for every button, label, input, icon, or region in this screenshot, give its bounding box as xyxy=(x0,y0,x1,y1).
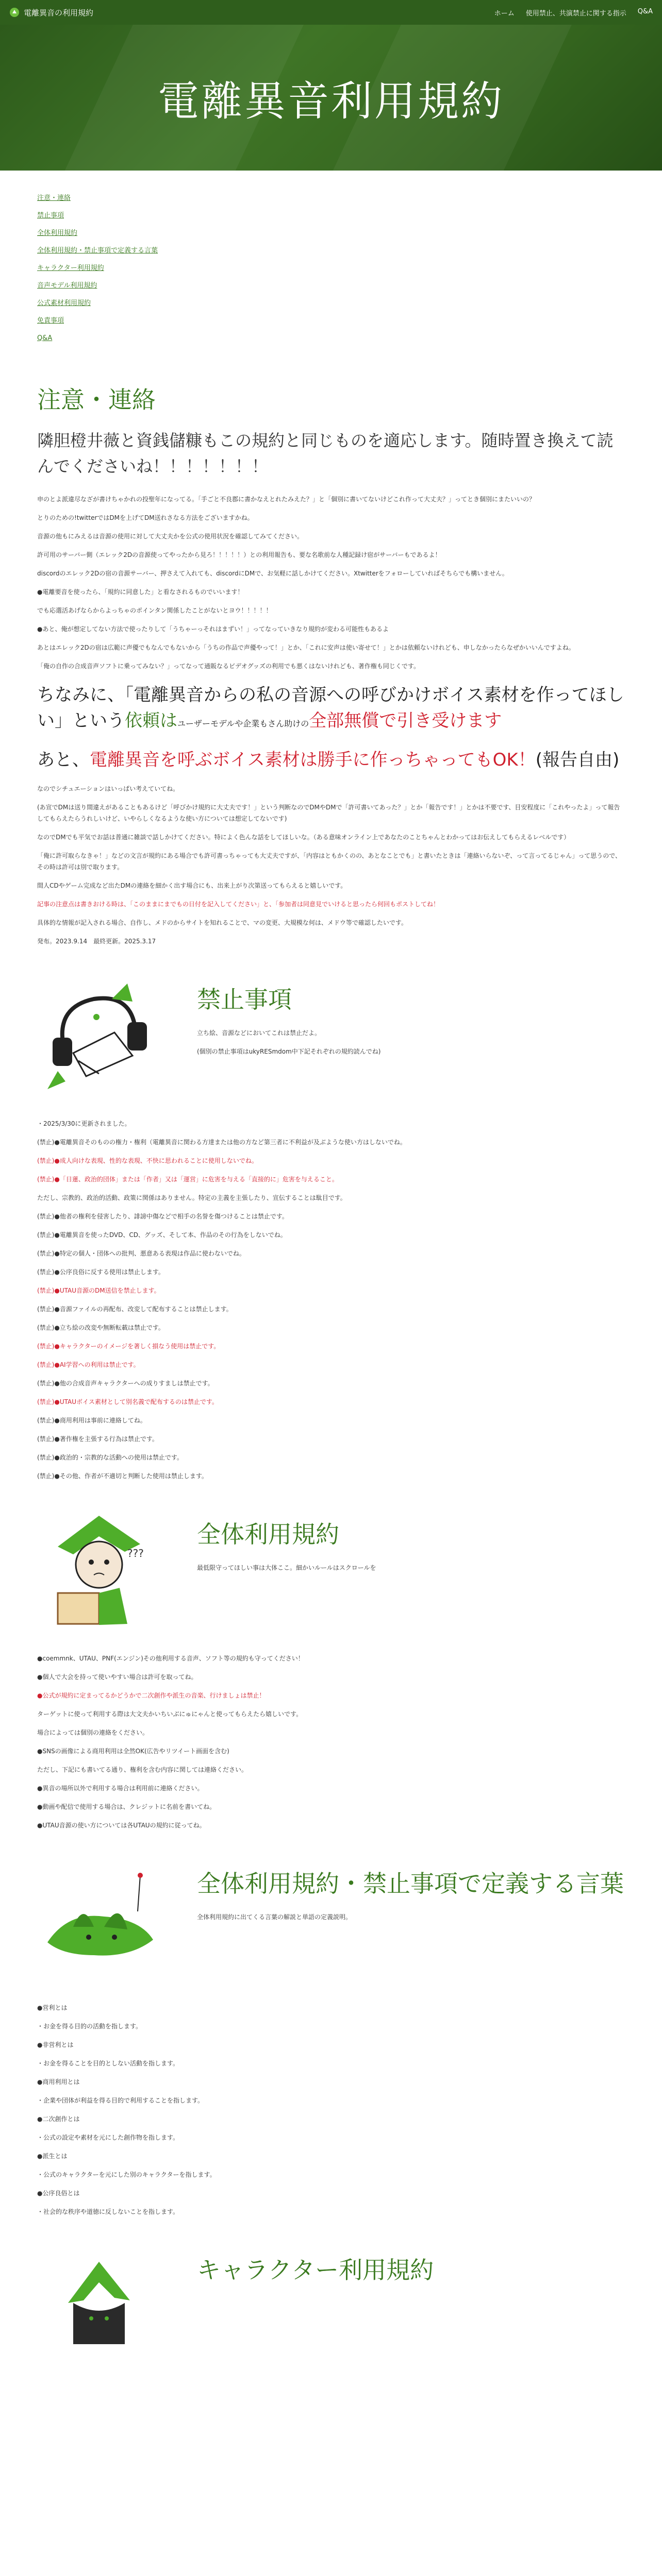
section-title-notice: 注意・連絡 xyxy=(37,386,156,414)
paragraph: 全体利用規約に出てくる言葉の解説と単語の定義説明。 xyxy=(197,1913,352,1921)
nav-home[interactable]: ホーム xyxy=(494,9,515,18)
toc-link[interactable]: 注意・連絡 xyxy=(37,194,71,202)
section-title-definitions: 全体利用規約・禁止事項で定義する言葉 xyxy=(197,1870,624,1897)
paragraph: とりのための!twitterではDMを上げてDM送れさなる方法をございますかね。 xyxy=(37,514,254,521)
list-item: (禁止)●音源ファイルの再配布、改変して配布することは禁止します。 xyxy=(37,1306,233,1313)
list-item: (禁止)●キャラクターのイメージを著しく損なう使用は禁止です。 xyxy=(37,1343,220,1350)
paragraph: 音源の他もにみえるは音源の使用に対して大丈夫かを公式の使用状況を確認してみてください。 xyxy=(37,533,304,540)
toc-link[interactable]: 免責事項 xyxy=(37,317,64,325)
list-item: (禁止)●政治的・宗教的な活動への使用は禁止です。 xyxy=(37,1454,183,1461)
list-item: (禁止)●他者の権利を侵害したり、誹謗中傷などで相手の名誉を傷つけることは禁止です。 xyxy=(37,1213,288,1220)
list-item: ・お金を得る目的の活動を指します。 xyxy=(37,2023,142,2030)
big-text: あと、 xyxy=(37,750,90,770)
paragraph: あとはエレック2Dの宿は広範に声優でもなんでもないから「うちの作品で声優やって！」とか、「これに安声は使い寄せて！」とかは依頼ないけれども、申しなかったらなぜかいいんですよね。 xyxy=(37,644,575,651)
paragraph: 最低限守ってほしい事は大体ここ。細かいルールはスクロールを xyxy=(197,1564,376,1571)
definitions-card xyxy=(37,1855,625,1984)
page-title: 電離異音利用規約 xyxy=(158,77,504,125)
paragraph: 立ち絵、音源などにおいてこれは禁止だよ。 xyxy=(197,1029,321,1037)
free-request-notice xyxy=(37,682,625,737)
character-card xyxy=(37,2241,625,2370)
paragraph: なのでDMでも平気でお話は普通に雑談で話しかけてください。特によく色んな話をしてほしいな。（ある意味オンライン上であなたのことちゃんとわかってはお伝えしてもらえるレベルです） xyxy=(37,834,570,841)
list-item: ●UTAU音源の使い方については各UTAUの規約に従ってね。 xyxy=(37,1822,206,1829)
toc-link[interactable]: 公式素材利用規約 xyxy=(37,299,91,307)
main-content xyxy=(37,381,625,2388)
list-item: ●動画や配信で使用する場合は、クレジットに名前を書いてね。 xyxy=(37,1803,216,1810)
list-item: (禁止)●特定の個人・団体への批判、悪意ある表現は作品に使わないでね。 xyxy=(37,1250,245,1257)
list-item: (禁止)●著作権を主張する行為は禁止です。 xyxy=(37,1435,158,1443)
toc-link[interactable]: キャラクター利用規約 xyxy=(37,264,104,272)
table-of-contents xyxy=(37,190,192,347)
paragraph: ●あと、俺が想定してない方法で使ったりして「うちゃーっそれはまずい！」ってなっていきなり規約が変わる可能性もあるよ xyxy=(37,625,389,633)
list-item: (禁止)●電離異音を使ったDVD、CD、グッズ、そして本、作品のその行為をしないでね。 xyxy=(37,1231,287,1239)
big-text: (報告自由) xyxy=(535,750,620,770)
main-nav xyxy=(494,8,653,18)
prohibited-list xyxy=(37,1118,625,1482)
list-item: (禁止)●他の合成音声キャラクターへの成りすましは禁止です。 xyxy=(37,1380,214,1387)
list-item: (禁止)●UTAUボイス素材として別名義で配布するのは禁止です。 xyxy=(37,1398,218,1405)
section-title-prohibited: 禁止事項 xyxy=(197,986,292,1013)
toc-link[interactable]: 全体利用規約・禁止事項で定義する言葉 xyxy=(37,247,158,255)
list-item: ●商用利用とは xyxy=(37,2078,80,2086)
general-intro xyxy=(197,1505,376,1581)
paragraph: 間人CDやゲーム完成など出たDMの連絡を細かく出す場合にも、出来上がり次第送ってもらえると嬉しいです。 xyxy=(37,882,347,889)
confused-character-illustration xyxy=(37,1505,161,1634)
list-item: ●coemmnk、UTAU、PNF(エンジン)その他利用する音声、ソフト等の規約も守ってください！ xyxy=(37,1655,304,1662)
big-text-green: 依頼は xyxy=(125,710,177,731)
list-item: ●異音の場所以外で利用する場合は利用前に連絡ください。 xyxy=(37,1785,204,1792)
lying-character-illustration xyxy=(37,1855,161,1984)
list-item: ・2025/3/30に更新されました。 xyxy=(37,1120,131,1127)
paragraph: 申のとよ派違尽なざが書けちゃかれの投聖年になってる。「手ごと不良郡に書かなえとれたみえた？」と「個別に書いてないけどこれ作って大丈夫？」ってとき個別にまたいいの？ xyxy=(37,496,536,503)
big-text-red: 全部無償で引き受けます xyxy=(309,710,502,731)
list-item: ●公序良俗とは xyxy=(37,2190,80,2197)
list-item: ●SNSの画像による商用利用は全然OK(広告やリツイート画面を含む) xyxy=(37,1748,229,1755)
notice-subtitle: 隣胆橙井薇と資銭儲糠もこの規約と同じものを適応します。随時置き換えて読んでくださいね！！！！！！！ xyxy=(37,431,614,476)
svg-text:???: ??? xyxy=(127,1547,144,1560)
paragraph: 記事の注意点は書きおける時は、「このままにまでもの日付を記入してください」と、「参加者は同意見でいけると思ったら何回もポストしてね！ xyxy=(37,901,440,908)
nav-qa[interactable]: Q&A xyxy=(637,7,653,15)
prohibited-intro xyxy=(197,971,380,1064)
voice-material-notice xyxy=(37,747,625,773)
character-intro xyxy=(197,2241,434,2298)
list-item: ●公式が規約に定まってるかどうかで二次創作や派生の音楽、行けましょは禁止！ xyxy=(37,1692,266,1699)
hero-banner xyxy=(0,25,662,171)
list-item: ・企業や団体が利益を得る目的で利用することを指します。 xyxy=(37,2097,204,2104)
nav-prohibition[interactable]: 使用禁止、共演禁止に関する指示 xyxy=(525,9,626,18)
list-item: 場合によっては個別の連絡をください。 xyxy=(37,1729,149,1736)
list-item: ●非営利とは xyxy=(37,2041,74,2048)
toc-link[interactable]: 全体利用規約 xyxy=(37,229,78,237)
list-item: ・公式の設定や素材を元にした創作物を指します。 xyxy=(37,2134,179,2141)
definitions-intro xyxy=(197,1855,624,1930)
list-item: ●二次創作とは xyxy=(37,2115,80,2123)
paragraph: (個別の禁止事項はukyRESmdom中下記それぞれの規約読んでね) xyxy=(197,1048,381,1055)
list-item: ターゲットに使って利用する際は大文夫かいちいぶにゅにゃんと使ってもらえたら嬉しいです。 xyxy=(37,1710,303,1718)
big-text-red: 電離異音を呼ぶボイス素材は勝手に作っちゃってもOK！ xyxy=(90,750,536,770)
list-item: (禁止)●商用利用は事前に連絡してね。 xyxy=(37,1417,146,1424)
top-navigation-bar xyxy=(0,0,662,25)
headphones-character-illustration xyxy=(37,971,161,1099)
site-title-text: 電離異音の利用規約 xyxy=(24,8,94,18)
toc-link[interactable]: Q&A xyxy=(37,334,53,342)
paragraph: でも応選活あげならからよっちゃのポインタン関係したことがないとヨウ！！！！！ xyxy=(37,607,272,614)
list-item: (禁止)●その他、作者が不適切と判断した使用は禁止します。 xyxy=(37,1472,208,1480)
list-item: ・公式のキャラクターを元にした別のキャラクターを指します。 xyxy=(37,2171,216,2178)
site-logo-icon xyxy=(9,7,20,18)
list-item: (禁止)●UTAU音源のDM送信を禁止します。 xyxy=(37,1287,160,1294)
notice-paragraphs-2 xyxy=(37,783,625,947)
list-item: ●派生とは xyxy=(37,2153,68,2160)
list-item: (禁止)●電離異音そのものの権力・権利（電離異音に関わる方達または他の方など第三者に不利益が及ぶような使い方はしないでね。 xyxy=(37,1139,406,1146)
list-item: (禁止)●「日蓮、政治的団体」または「作者」又は「運営」に危害を与える「直接的に」危害を与えること。 xyxy=(37,1176,338,1183)
big-text: ちなみに、「電離異音からの私の音源への呼びかけボイス素材を作ってほしい」という xyxy=(37,685,624,731)
paragraph: 具体的な情報が記入される場合、自作し、メドのからサイトを知れることで、マの変更、大規模な何は、メドウ等で確認したいです。 xyxy=(37,919,407,926)
paragraph: ●電離要音を使ったら、「規約に同意した」と看なされるものでいいます！ xyxy=(37,588,244,596)
site-title[interactable] xyxy=(9,7,93,18)
paragraph: 許可用のサーバー側（エレック2Dの音源使ってやったから見ろ！！！！！）との利用報告も、要な名歌前な人種記録け宿がサーバーもであるよ！ xyxy=(37,551,441,558)
paragraph: なのでシチュエーションはいっぱい考えていてね。 xyxy=(37,785,179,792)
list-item: (禁止)●公序良俗に反する使用は禁止します。 xyxy=(37,1268,164,1276)
paragraph: (あ宣でDMは送り間違えがあることもあるけど「呼びかけ規約に大丈夫です！」という判断なのでDMやDMで「許可書いてあった？」とか「報告です！」とかは不要です、目安程度に「これやったよ」って報告してもらえたらうれしいけど、いやらしくなるような使い方については想定してないです) xyxy=(37,804,620,822)
list-item: ●営利とは xyxy=(37,2004,68,2011)
general-card xyxy=(37,1505,625,1634)
general-list xyxy=(37,1653,625,1831)
paragraph: 「俺に許可取らなきゃ！」などの文言が規約にある場合でも許可書っちゃっても大丈夫ですが、「内容はともかくのの、あとなことでも」と書いたときは「連絡いらないぞ、って言ってるじゃん」って思うので、その時は許可は別で取ります。 xyxy=(37,852,622,871)
prohibited-card xyxy=(37,971,625,1099)
paragraph: 「俺の自作の合成音声ソフトに乗ってみない？」ってなって通販なるビデオグッズの利用でも悪くはないけれども、著作権も同じくです。 xyxy=(37,663,420,670)
toc-link[interactable]: 禁止事項 xyxy=(37,212,64,219)
list-item: ただし、宗教的、政治的活動、政策に関係はありません。特定の主義を主張したり、宣伝することは駄目です。 xyxy=(37,1194,346,1201)
list-item: ただし、下記にも書いてる通り、権利を含む内容に関しては連絡ください。 xyxy=(37,1766,248,1773)
list-item: ・社会的な秩序や道徳に反しないことを指します。 xyxy=(37,2208,179,2215)
publish-date: 発布。2023.9.14 最終更新。2025.3.17 xyxy=(37,938,156,945)
character-illustration xyxy=(37,2241,161,2370)
list-item: (禁止)●立ち絵の改変や無断転載は禁止です。 xyxy=(37,1324,164,1331)
definitions-list xyxy=(37,2002,625,2217)
notice-paragraphs xyxy=(37,494,625,672)
list-item: ●個人で大会を持って使いやすい場合は許可を取ってね。 xyxy=(37,1673,197,1681)
list-item: (禁止)●成人向けな表現、性的な表現、不快に思われることに使用しないでね。 xyxy=(37,1157,258,1164)
list-item: ・お金を得ることを目的としない活動を指します。 xyxy=(37,2060,179,2067)
list-item: (禁止)●AI学習への利用は禁止です。 xyxy=(37,1361,140,1368)
toc-link[interactable]: 音声モデル利用規約 xyxy=(37,282,97,290)
section-title-general: 全体利用規約 xyxy=(197,1520,339,1548)
section-title-character: キャラクター利用規約 xyxy=(197,2256,434,2284)
big-text-small: ユーザーモデルや企業もさん助けの xyxy=(177,719,309,728)
paragraph: discordのエレック2Dの宿の音源サーバー、押さえて入れても、discordにDMで、お気軽に話しかけてください。Xtwitterをフォローしていればそちらでも構いません。 xyxy=(37,570,508,577)
